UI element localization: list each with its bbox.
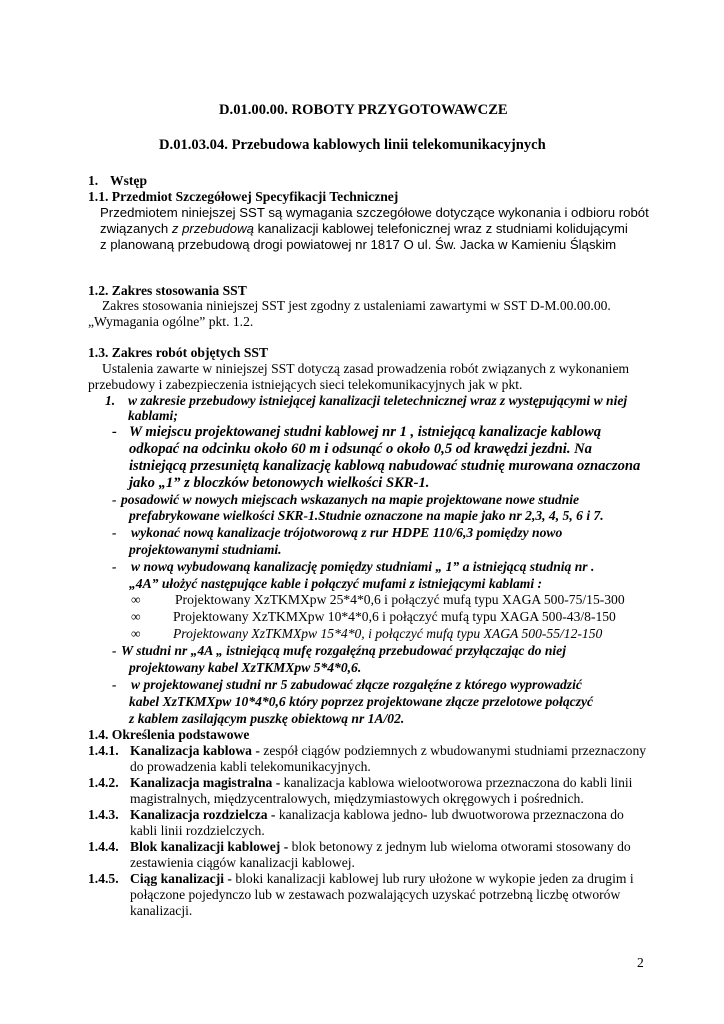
section-1-3-heading: 1.3. Zakres robót objętych SST: [88, 345, 269, 360]
definition-number: 1.4.3.: [88, 807, 119, 822]
dash-4-line-1: w nową wybudowaną kanalizację pomiędzy studniami „ 1” a istniejącą studnią nr .: [131, 559, 595, 574]
dash-1-line-2: odkopać na odcinku około 60 m i odsunąć o około 0,5 od krawędzi jezdni. Na: [129, 441, 592, 457]
section-1-number: 1.: [88, 173, 99, 188]
definition-line: Kanalizacja magistralna - kanalizacja kablowa wielootworowa przeznaczona do kabli linii: [130, 775, 633, 790]
s12-line-1: Zakres stosowania niniejszej SST jest zgodny z ustaleniami zawartymi w SST D-M.00.00.00.: [102, 298, 611, 313]
infinity-bullet-icon: ∞: [131, 592, 141, 607]
definition-line: do prowadzenia kabli telekomunikacyjnych.: [130, 759, 371, 774]
s11-line-2: związanych z przebudową kanalizacji kablowej telefonicznej wraz z studniami kolidującymi: [100, 221, 628, 236]
definition-number: 1.4.1.: [88, 743, 119, 758]
dash-6-line-3: z kablem zasilającym puszkę obiektową nr 1A/02.: [129, 711, 405, 726]
definition-line: magistralnych, międzycentralowych, międzymiastowych okręgowych i pośrednich.: [130, 791, 584, 806]
dash-bullet-icon: -: [112, 643, 117, 658]
dash-1-line-1: W miejscu projektowanej studni kablowej nr 1 , istniejącą kanalizacje kablową: [129, 424, 602, 440]
definition-number: 1.4.2.: [88, 775, 119, 790]
section-title: D.01.03.04. Przebudowa kablowych linii telekomunikacyjnych: [159, 137, 546, 153]
dash-6-line-1: w projektowanej studni nr 5 zabudować złącze rozgałęźne z którego wyprowadzić: [131, 677, 582, 692]
cable-item-1: Projektowany XzTKMXpw 25*4*0,6 i połączyć mufą typu XAGA 500-75/15-300: [175, 592, 625, 607]
dash-4-line-2: „4A” ułożyć następujące kable i połączyć mufami z istniejącymi kablami :: [129, 576, 543, 591]
s11-line-1: Przedmiotem niniejszej SST są wymagania szczegółowe dotyczące wykonania i odbioru robót: [100, 205, 649, 220]
list-item-1-line-2: kablami;: [128, 408, 178, 423]
definition-number: 1.4.5.: [88, 871, 119, 886]
definition-line: Blok kanalizacji kablowej - blok betonowy z jednym lub wieloma otworami stosowany do: [130, 839, 631, 854]
definition-line: kanalizacji.: [130, 903, 193, 918]
section-1-1-heading: 1.1. Przedmiot Szczegółowej Specyfikacji Technicznej: [88, 189, 399, 204]
definition-line: Kanalizacja rozdzielcza - kanalizacja kablowa jedno- lub dwuotworowa przeznaczona do: [130, 807, 624, 822]
document-title: D.01.00.00. ROBOTY PRZYGOTOWAWCZE: [219, 102, 508, 118]
dash-1-line-3: istniejącą przesuniętą kanalizację kablową nabudować studnię murowana oznaczona: [129, 458, 641, 474]
definition-line: Kanalizacja kablowa - zespół ciągów podziemnych z wbudowanymi studniami przeznaczony: [130, 743, 647, 758]
cable-item-3: Projektowany XzTKMXpw 15*4*0, i połączyć mufą typu XAGA 500-55/12-150: [173, 626, 603, 641]
dash-bullet-icon: -: [112, 525, 117, 540]
dash-3-line-2: projektowanymi studniami.: [129, 542, 282, 557]
dash-2-line-1: posadowić w nowych miejscach wskazanych na mapie projektowane nowe studnie: [121, 492, 580, 507]
infinity-bullet-icon: ∞: [131, 609, 141, 624]
section-1-4-heading: 1.4. Określenia podstawowe: [88, 727, 250, 742]
definition-number: 1.4.4.: [88, 839, 119, 854]
dash-bullet-icon: -: [112, 559, 117, 574]
list-item-number: 1.: [105, 393, 116, 408]
dash-bullet-icon: -: [112, 677, 117, 692]
section-1-2-heading: 1.2. Zakres stosowania SST: [88, 283, 247, 298]
dash-1-line-4: jako „1” z bloczków betonowych wielkości SKR-1.: [129, 475, 430, 491]
dash-bullet-icon: -: [112, 492, 117, 507]
dash-6-line-2: kabel XzTKMXpw 10*4*0,6 który poprzez projektowane złącze przelotowe połączyć: [129, 694, 594, 709]
definition-line: Ciąg kanalizacji - bloki kanalizacji kablowej lub rury ułożone w wykopie jeden za drugim i: [130, 871, 634, 886]
s12-line-2: „Wymagania ogólne” pkt. 1.2.: [88, 314, 254, 329]
cable-item-2: Projektowany XzTKMXpw 10*4*0,6 i połączyć mufą typu XAGA 500-43/8-150: [173, 609, 616, 624]
s13-line-2: przebudowy i zabezpieczenia istniejących sieci telekomunikacyjnych jak w pkt.: [88, 377, 523, 392]
s13-line-1: Ustalenia zawarte w niniejszej SST dotyczą zasad prowadzenia robót związanych z wykonaniem: [102, 361, 630, 376]
dash-2-line-2: prefabrykowane wielkości SKR-1.Studnie oznaczone na mapie jako nr 2,3, 4, 5, 6 i 7.: [129, 508, 604, 523]
dash-5-line-1: W studni nr „4A „ istniejącą mufę rozgałęźną przebudować przyłączając do niej: [121, 643, 566, 658]
infinity-bullet-icon: ∞: [131, 626, 141, 641]
definition-line: kabli linii rozdzielczych.: [130, 823, 265, 838]
definition-line: zestawienia ciągów kanalizacji kablowej.: [130, 855, 355, 870]
s11-line-3: z planowaną przebudową drogi powiatowej nr 1817 O ul. Św. Jacka w Kamieniu Śląskim: [100, 237, 617, 252]
definition-line: połączone pojedynczo lub w zestawach pozwalających uzyskać potrzebną liczbę otworów: [130, 887, 621, 902]
section-1-label: Wstęp: [110, 173, 148, 188]
list-item-1-line-1: w zakresie przebudowy istniejącej kanalizacji teletechnicznej wraz z występującymi w niej: [128, 393, 628, 408]
page-number: 2: [637, 955, 644, 970]
dash-bullet-icon: -: [112, 424, 117, 440]
dash-3-line-1: wykonać nową kanalizacje trójotworową z rur HDPE 110/6,3 pomiędzy nowo: [131, 525, 563, 540]
dash-5-line-2: projektowany kabel XzTKMXpw 5*4*0,6.: [129, 660, 362, 675]
